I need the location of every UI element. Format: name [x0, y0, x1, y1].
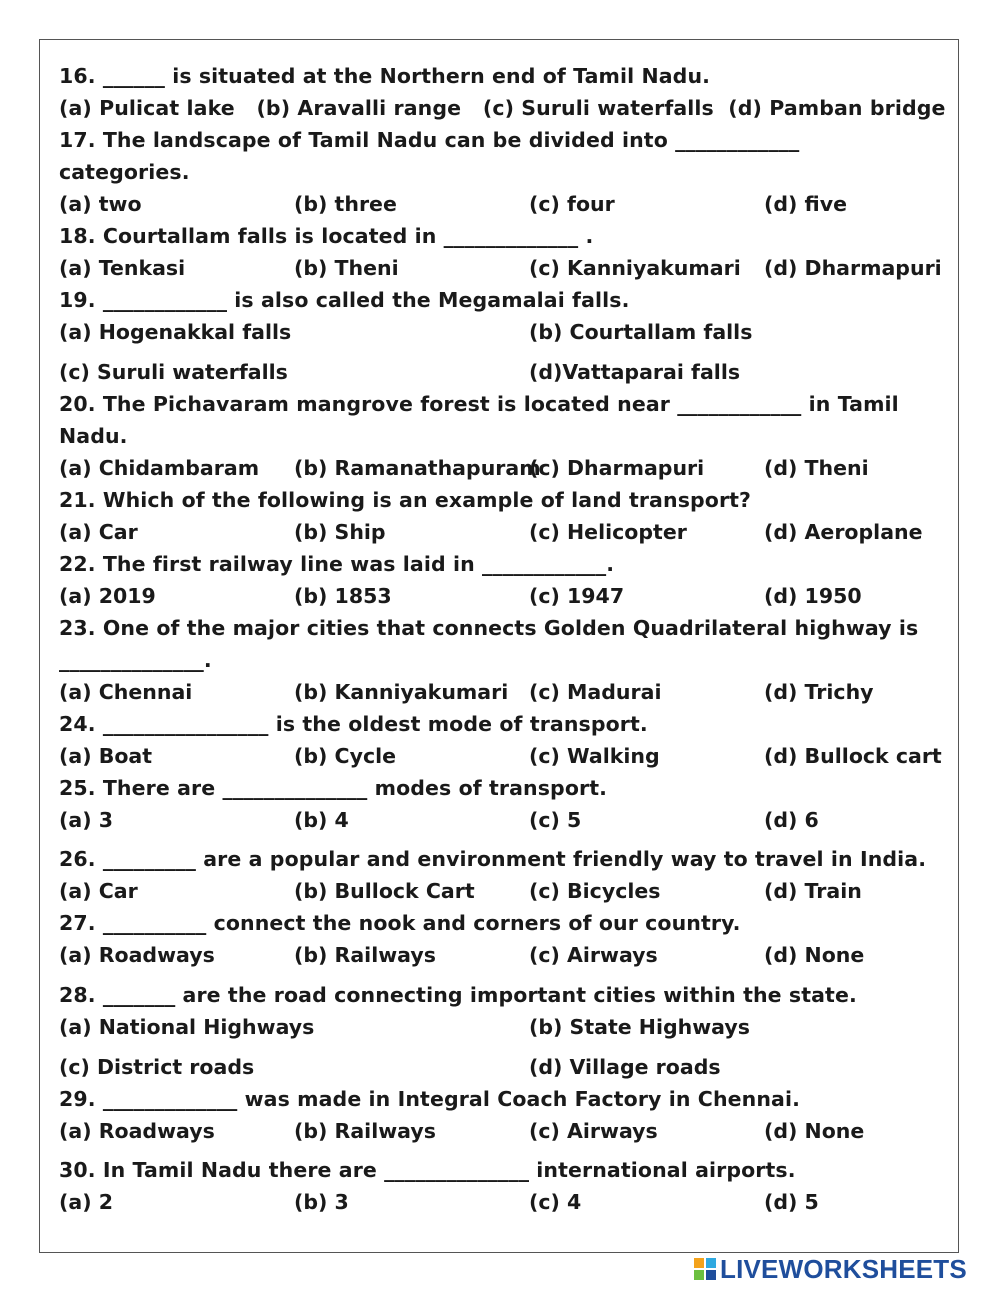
- q21-option-c[interactable]: (c) Helicopter: [529, 520, 687, 544]
- q28-option-b[interactable]: (b) State Highways: [529, 1015, 750, 1039]
- q17-option-b[interactable]: (b) three: [294, 192, 397, 216]
- question-29: 29. _____________ was made in Integral Coach Factory in Chennai.: [59, 1087, 800, 1111]
- q20-option-b[interactable]: (b) Ramanathapuram: [294, 456, 541, 480]
- q18-option-c[interactable]: (c) Kanniyakumari: [529, 256, 741, 280]
- q19-option-c[interactable]: (c) Suruli waterfalls: [59, 360, 288, 384]
- q24-option-b[interactable]: (b) Cycle: [294, 744, 397, 768]
- question-16: 16. ______ is situated at the Northern end of Tamil Nadu.: [59, 64, 711, 88]
- question-17-cont: categories.: [59, 160, 190, 184]
- question-16-options: (a) Pulicat lake (b) Aravalli range (c) Suruli waterfalls (d) Pamban bridge: [59, 96, 946, 120]
- q25-option-d[interactable]: (d) 6: [764, 808, 819, 832]
- q17-option-a[interactable]: (a) two: [59, 192, 142, 216]
- question-30: 30. In Tamil Nadu there are ______________ international airports.: [59, 1158, 796, 1182]
- q24-option-c[interactable]: (c) Walking: [529, 744, 660, 768]
- q23-option-c[interactable]: (c) Madurai: [529, 680, 662, 704]
- question-23-cont: ______________.: [59, 648, 212, 672]
- question-23: 23. One of the major cities that connects Golden Quadrilateral highway is: [59, 616, 919, 640]
- q27-option-d[interactable]: (d) None: [764, 943, 865, 967]
- question-26: 26. _________ are a popular and environment friendly way to travel in India.: [59, 847, 927, 871]
- q26-option-c[interactable]: (c) Bicycles: [529, 879, 661, 903]
- question-22: 22. The first railway line was laid in ____________.: [59, 552, 615, 576]
- q26-option-a[interactable]: (a) Car: [59, 879, 138, 903]
- q30-option-a[interactable]: (a) 2: [59, 1190, 113, 1214]
- q28-option-d[interactable]: (d) Village roads: [529, 1055, 721, 1079]
- liveworksheets-logo[interactable]: [694, 1253, 967, 1284]
- q28-option-c[interactable]: (c) District roads: [59, 1055, 255, 1079]
- question-28: 28. _______ are the road connecting important cities within the state.: [59, 983, 857, 1007]
- liveworksheets-logo-text: LIVEWORKSHEETS: [720, 1253, 967, 1284]
- q29-option-a[interactable]: (a) Roadways: [59, 1119, 215, 1143]
- question-17: 17. The landscape of Tamil Nadu can be divided into ____________: [59, 128, 800, 152]
- q19-option-b[interactable]: (b) Courtallam falls: [529, 320, 753, 344]
- q23-option-b[interactable]: (b) Kanniyakumari: [294, 680, 509, 704]
- q27-option-a[interactable]: (a) Roadways: [59, 943, 215, 967]
- question-21: 21. Which of the following is an example of land transport?: [59, 488, 752, 512]
- q25-option-b[interactable]: (b) 4: [294, 808, 349, 832]
- q27-option-b[interactable]: (b) Railways: [294, 943, 436, 967]
- q26-option-b[interactable]: (b) Bullock Cart: [294, 879, 475, 903]
- q30-option-d[interactable]: (d) 5: [764, 1190, 819, 1214]
- q22-option-b[interactable]: (b) 1853: [294, 584, 392, 608]
- q19-option-d[interactable]: (d)Vattaparai falls: [529, 360, 741, 384]
- q23-option-d[interactable]: (d) Trichy: [764, 680, 874, 704]
- q17-option-c[interactable]: (c) four: [529, 192, 615, 216]
- q18-option-a[interactable]: (a) Tenkasi: [59, 256, 186, 280]
- q29-option-d[interactable]: (d) None: [764, 1119, 865, 1143]
- q21-option-d[interactable]: (d) Aeroplane: [764, 520, 923, 544]
- question-18: 18. Courtallam falls is located in _____________ .: [59, 224, 594, 248]
- q23-option-a[interactable]: (a) Chennai: [59, 680, 193, 704]
- q30-option-b[interactable]: (b) 3: [294, 1190, 349, 1214]
- q18-option-d[interactable]: (d) Dharmapuri: [764, 256, 942, 280]
- q24-option-a[interactable]: (a) Boat: [59, 744, 153, 768]
- q29-option-c[interactable]: (c) Airways: [529, 1119, 658, 1143]
- q29-option-b[interactable]: (b) Railways: [294, 1119, 436, 1143]
- q21-option-b[interactable]: (b) Ship: [294, 520, 386, 544]
- question-19: 19. ____________ is also called the Megamalai falls.: [59, 288, 630, 312]
- q22-option-d[interactable]: (d) 1950: [764, 584, 862, 608]
- q24-option-d[interactable]: (d) Bullock cart: [764, 744, 942, 768]
- q18-option-b[interactable]: (b) Theni: [294, 256, 399, 280]
- q30-option-c[interactable]: (c) 4: [529, 1190, 582, 1214]
- question-20: 20. The Pichavaram mangrove forest is located near ____________ in Tamil: [59, 392, 899, 416]
- question-25: 25. There are ______________ modes of transport.: [59, 776, 607, 800]
- q21-option-a[interactable]: (a) Car: [59, 520, 138, 544]
- q25-option-c[interactable]: (c) 5: [529, 808, 582, 832]
- q20-option-d[interactable]: (d) Theni: [764, 456, 869, 480]
- q22-option-a[interactable]: (a) 2019: [59, 584, 156, 608]
- q22-option-c[interactable]: (c) 1947: [529, 584, 625, 608]
- q27-option-c[interactable]: (c) Airways: [529, 943, 658, 967]
- q20-option-a[interactable]: (a) Chidambaram: [59, 456, 260, 480]
- question-27: 27. __________ connect the nook and corners of our country.: [59, 911, 741, 935]
- q19-option-a[interactable]: (a) Hogenakkal falls: [59, 320, 292, 344]
- q28-option-a[interactable]: (a) National Highways: [59, 1015, 315, 1039]
- q20-option-c[interactable]: (c) Dharmapuri: [529, 456, 705, 480]
- q17-option-d[interactable]: (d) five: [764, 192, 848, 216]
- q25-option-a[interactable]: (a) 3: [59, 808, 113, 832]
- question-24: 24. ________________ is the oldest mode of transport.: [59, 712, 648, 736]
- question-20-cont: Nadu.: [59, 424, 128, 448]
- liveworksheets-logo-icon: [694, 1258, 716, 1280]
- q26-option-d[interactable]: (d) Train: [764, 879, 862, 903]
